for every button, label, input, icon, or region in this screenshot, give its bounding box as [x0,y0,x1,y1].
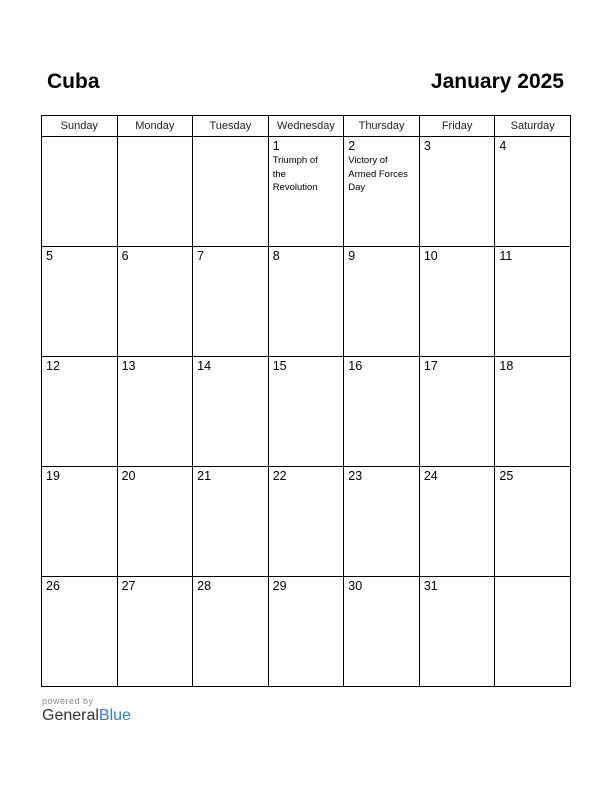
day-cell-content [344,247,419,264]
day-cell-content [420,247,495,264]
day-cell [193,467,269,577]
day-cell-content [269,247,344,264]
day-cell-content [269,357,344,374]
day-number: 9 [348,249,356,263]
day-cell-content [193,577,268,594]
day-number: 24 [423,469,438,483]
day-cell-content [193,247,268,264]
brand-blue-text: Blue [98,707,131,724]
day-cell [193,247,269,357]
day-cell [268,137,344,247]
day-cell [268,247,344,357]
day-cell [117,467,193,577]
calendar-grid [41,115,571,687]
day-cell [268,577,344,687]
week-row [42,357,571,467]
day-cell [42,467,118,577]
day-number: 18 [499,359,514,373]
holiday-label: Victory of Armed Forces Day [348,155,408,193]
day-number: 13 [121,359,136,373]
day-cell-content [118,357,193,374]
day-number: 7 [197,249,205,263]
day-cell [419,247,495,357]
day-cell-content [118,247,193,264]
day-number: 1 [272,139,280,153]
weekday-header-row [42,116,571,137]
day-cell-content [344,137,419,195]
day-cell [344,247,420,357]
day-number: 6 [121,249,129,263]
day-cell [419,577,495,687]
day-number: 5 [46,249,53,263]
day-number: 11 [499,249,513,263]
day-number: 27 [121,579,136,593]
week-row [42,577,571,687]
powered-by-text: powered by [42,696,94,706]
weekday-thursday: Thursday [344,116,420,137]
day-number: 30 [348,579,363,593]
day-cell-content [193,467,268,484]
day-number: 29 [272,579,287,593]
day-number: 19 [46,469,60,483]
day-number: 10 [423,249,438,263]
day-cell-content [269,577,344,594]
day-cell [344,357,420,467]
day-cell-content [269,467,344,484]
day-cell [419,137,495,247]
day-cell-content [344,577,419,594]
day-cell-content [495,137,570,154]
day-cell-content [420,137,495,154]
day-cell-content [495,467,570,484]
day-cell [495,467,571,577]
day-cell [344,137,420,247]
day-number: 20 [121,469,136,483]
day-cell-content [42,467,117,484]
calendar-header [41,70,570,100]
day-number: 14 [197,359,212,373]
week-row [42,467,571,577]
day-number: 15 [272,359,287,373]
day-number: 23 [348,469,363,483]
day-cell-content [495,247,570,264]
day-number: 16 [348,359,363,373]
day-cell [344,577,420,687]
day-number: 22 [272,469,287,483]
day-cell-content [420,577,495,594]
day-cell-content [495,577,570,579]
day-cell [268,467,344,577]
day-cell [495,357,571,467]
brand-general-text: General [42,707,99,724]
day-cell-content [42,577,117,594]
day-cell [117,357,193,467]
day-cell [193,137,269,247]
weekday-sunday: Sunday [42,116,118,137]
day-cell-content [193,357,268,374]
week-row [42,137,571,247]
day-number: 21 [197,469,212,483]
day-number: 31 [423,579,438,593]
day-cell [42,137,118,247]
day-number: 12 [46,359,60,373]
day-cell-content [118,467,193,484]
day-cell-content [344,357,419,374]
day-cell [193,577,269,687]
day-number: 17 [423,359,438,373]
day-cell [419,467,495,577]
day-cell [495,247,571,357]
day-cell [419,357,495,467]
day-number: 4 [499,139,507,153]
day-cell [117,247,193,357]
day-cell [42,247,118,357]
day-cell-content [42,137,117,139]
day-cell [495,577,571,687]
day-cell [117,137,193,247]
footer-branding [42,696,131,725]
day-number: 2 [348,139,356,153]
weekday-saturday: Saturday [495,116,571,137]
day-cell-content [495,357,570,374]
day-cell-content [118,137,193,139]
day-number: 8 [272,249,280,263]
country-title: Cuba [47,70,100,93]
day-cell-content [420,357,495,374]
weekday-friday: Friday [419,116,495,137]
day-cell [42,577,118,687]
day-cell-content [344,467,419,484]
day-cell [344,467,420,577]
day-cell-content [42,357,117,374]
weekday-monday: Monday [117,116,193,137]
day-cell [117,577,193,687]
month-year-title: January 2025 [430,70,564,93]
weekday-wednesday: Wednesday [268,116,344,137]
day-number: 25 [499,469,514,483]
holiday-label: Triumph of the Revolution [272,155,318,193]
day-cell-content [420,467,495,484]
day-cell [268,357,344,467]
day-cell [42,357,118,467]
day-cell-content [269,137,344,195]
week-row [42,247,571,357]
day-number: 3 [423,139,431,153]
day-cell [193,357,269,467]
weekday-tuesday: Tuesday [193,116,269,137]
day-number: 26 [46,579,60,593]
generalblue-logo[interactable] [42,707,131,725]
day-number: 28 [197,579,212,593]
day-cell-content [42,247,117,264]
day-cell-content [193,137,268,139]
day-cell [495,137,571,247]
day-cell-content [118,577,193,594]
